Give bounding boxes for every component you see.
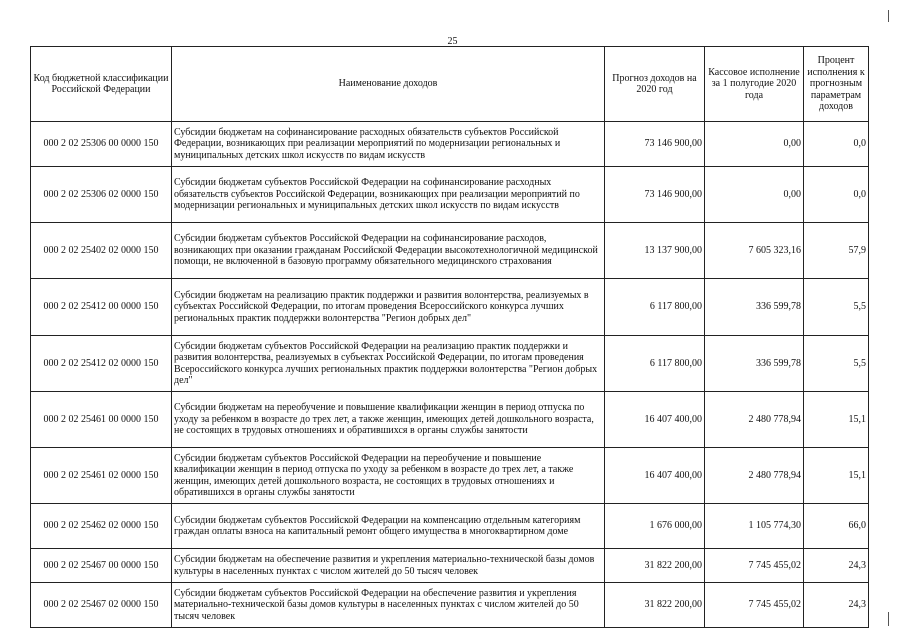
cell-name: Субсидии бюджетам на обеспечение развития и укрепления материально-технической базы домов культуры в населенных пунктах с числом жителей до 50 тысяч человек [172,549,605,583]
table-row [31,279,869,336]
cell-percent: 5,5 [804,336,869,392]
scan-edge-mark-top [888,10,889,22]
cell-forecast: 31 822 200,00 [605,549,705,583]
table-row [31,223,869,279]
cell-cash: 7 745 455,02 [705,583,804,628]
cell-name: Субсидии бюджетам субъектов Российской Федерации на реализацию практик поддержки и развития волонтерства, реализуемых в субъектах Российской Федерации, по итогам проведения Всероссийского конкурса лучших региональных практик поддержки волонтерства "Регион добрых дел" [172,336,605,392]
cell-name: Субсидии бюджетам на реализацию практик поддержки и развития волонтерства, реализуемых в субъектах Российской Федерации, по итогам проведения Всероссийского конкурса лучших региональных практик поддержки волонтерства "Регион добрых дел" [172,279,605,336]
cell-forecast: 6 117 800,00 [605,279,705,336]
cell-forecast: 6 117 800,00 [605,336,705,392]
cell-cash: 336 599,78 [705,279,804,336]
cell-cash: 0,00 [705,167,804,223]
cell-cash: 7 745 455,02 [705,549,804,583]
cell-cash: 2 480 778,94 [705,448,804,504]
cell-name: Субсидии бюджетам субъектов Российской Федерации на обеспечение развития и укрепления материально-технической базы домов культуры в населенных пунктах с числом жителей до 50 тысяч человек [172,583,605,628]
table-row [31,167,869,223]
cell-forecast: 73 146 900,00 [605,122,705,167]
table-row [31,448,869,504]
cell-cash: 1 105 774,30 [705,504,804,549]
cell-cash: 0,00 [705,122,804,167]
table-row [31,583,869,628]
table-row [31,504,869,549]
scan-edge-mark-bottom [888,612,889,626]
cell-percent: 15,1 [804,448,869,504]
cell-percent: 57,9 [804,223,869,279]
header-name: Наименование доходов [172,47,605,122]
cell-percent: 24,3 [804,549,869,583]
cell-cash: 2 480 778,94 [705,392,804,448]
cell-percent: 5,5 [804,279,869,336]
header-percent: Процент исполнения к прогнозным параметрам доходов [804,47,869,122]
cell-name: Субсидии бюджетам субъектов Российской Федерации на компенсацию отдельным категориям граждан оплаты взноса на капитальный ремонт общего имущества в многоквартирном доме [172,504,605,549]
table-row [31,392,869,448]
cell-forecast: 13 137 900,00 [605,223,705,279]
cell-percent: 0,0 [804,167,869,223]
cell-code: 000 2 02 25306 00 0000 150 [31,122,172,167]
cell-cash: 7 605 323,16 [705,223,804,279]
cell-forecast: 1 676 000,00 [605,504,705,549]
cell-percent: 15,1 [804,392,869,448]
header-cash: Кассовое исполнение за 1 полугодие 2020 года [705,47,804,122]
cell-code: 000 2 02 25402 02 0000 150 [31,223,172,279]
cell-code: 000 2 02 25461 02 0000 150 [31,448,172,504]
income-table [30,46,869,628]
cell-code: 000 2 02 25412 02 0000 150 [31,336,172,392]
header-forecast: Прогноз доходов на 2020 год [605,47,705,122]
cell-name: Субсидии бюджетам субъектов Российской Федерации на переобучение и повышение квалификации женщин в период отпуска по уходу за ребенком в возрасте до трех лет, а также женщин, имеющих детей дошкольного возраста, не состоящих в трудовых отношениях и обратившихся в органы службы занятости [172,448,605,504]
cell-forecast: 73 146 900,00 [605,167,705,223]
cell-name: Субсидии бюджетам на переобучение и повышение квалификации женщин в период отпуска по уходу за ребенком в возрасте до трех лет, а также женщин, имеющих детей дошкольного возраста, не состоящих в трудовых отношениях и обратившихся в органы службы занятости [172,392,605,448]
table-row [31,336,869,392]
cell-cash: 336 599,78 [705,336,804,392]
cell-name: Субсидии бюджетам субъектов Российской Федерации на софинансирование расходов, возникающих при оказании гражданам Российской Федерации высокотехнологичной медицинской помощи, не включенной в базовую программу обязательного медицинского страхования [172,223,605,279]
cell-percent: 24,3 [804,583,869,628]
table-row [31,549,869,583]
cell-code: 000 2 02 25467 02 0000 150 [31,583,172,628]
cell-name: Субсидии бюджетам на софинансирование расходных обязательств субъектов Российской Федерации, возникающих при реализации мероприятий по модернизации региональных и муниципальных детских школ искусств по видам искусств [172,122,605,167]
cell-code: 000 2 02 25461 00 0000 150 [31,392,172,448]
table-header-row [31,47,869,122]
cell-forecast: 31 822 200,00 [605,583,705,628]
cell-code: 000 2 02 25467 00 0000 150 [31,549,172,583]
cell-code: 000 2 02 25412 00 0000 150 [31,279,172,336]
table-row [31,122,869,167]
cell-code: 000 2 02 25306 02 0000 150 [31,167,172,223]
cell-forecast: 16 407 400,00 [605,448,705,504]
page-number: 25 [447,36,458,47]
header-code: Код бюджетной классификации Российской Федерации [31,47,172,122]
cell-code: 000 2 02 25462 02 0000 150 [31,504,172,549]
cell-name: Субсидии бюджетам субъектов Российской Федерации на софинансирование расходных обязательств субъектов Российской Федерации, возникающих при реализации мероприятий по модернизации региональных и муниципальных детских школ искусств по видам искусств [172,167,605,223]
cell-percent: 66,0 [804,504,869,549]
cell-percent: 0,0 [804,122,869,167]
cell-forecast: 16 407 400,00 [605,392,705,448]
